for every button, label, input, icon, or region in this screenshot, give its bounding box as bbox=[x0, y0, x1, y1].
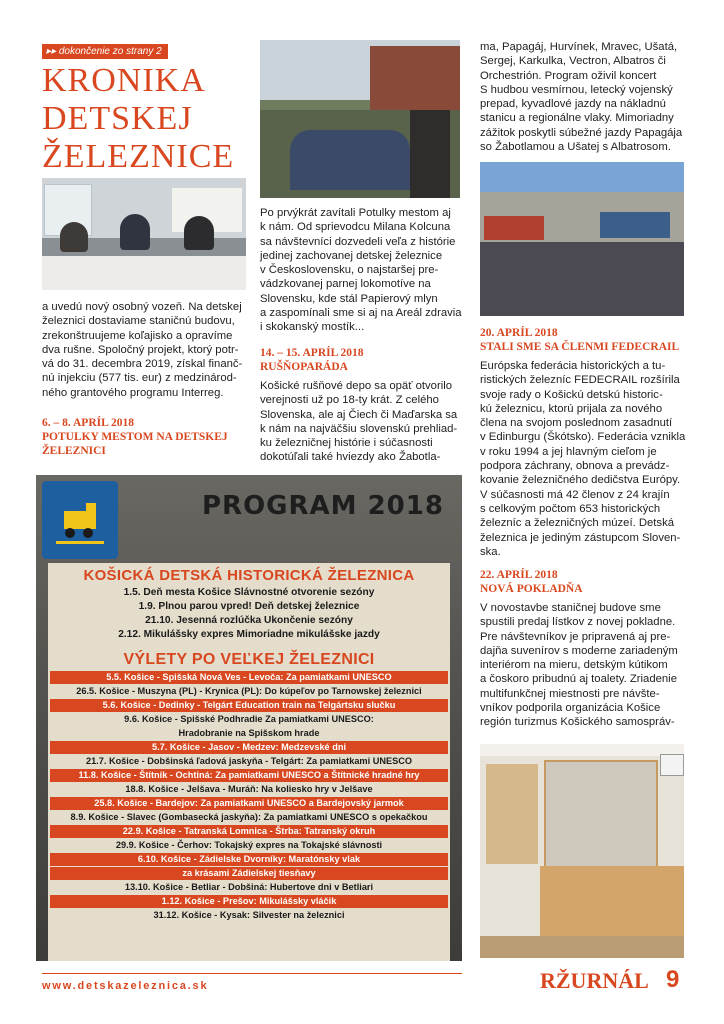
trip-row: 21.7. Košice - Dobšinská ľadová jaskyňa - Telgárt: Za pamiatkami UNESCO bbox=[85, 756, 413, 766]
text-line: Orchestrión. Program oživil koncert bbox=[480, 69, 657, 82]
railway-logo bbox=[42, 481, 118, 559]
trip-row: 22.9. Košice - Tatranská Lomnica - Štrba: Tatranský okruh bbox=[50, 825, 448, 838]
section-date: 14. – 15. APRÍL 2018 bbox=[260, 347, 364, 359]
text-line: nú injekciu (577 tis. eur) z medzinárod- bbox=[42, 372, 237, 385]
text-line: V novostavbe staničnej budove sme bbox=[480, 602, 661, 614]
continued-from-tab bbox=[42, 44, 168, 59]
trip-row: 5.7. Košice - Jasov - Medzev: Medzevské dni bbox=[50, 741, 448, 754]
section-heading: STALI SME SA ČLENMI FEDECRAIL bbox=[480, 341, 680, 353]
section-date: 22. APRÍL 2018 bbox=[480, 569, 558, 581]
text-line: zážitok poskytli súbežné jazdy Papagája bbox=[480, 126, 683, 139]
program-section-heading: KOŠICKÁ DETSKÁ HISTORICKÁ ŽELEZNICA bbox=[83, 567, 415, 584]
text-line: i skokanský mostík... bbox=[260, 321, 365, 334]
trip-row: 9.6. Košice - Spišské Podhradie Za pamiatkami UNESCO: bbox=[124, 714, 374, 724]
text-line: so Žabotlamou a Ušatej s Albatrosom. bbox=[480, 141, 671, 154]
train-logo-icon bbox=[42, 481, 118, 559]
text-line: verejnosti už po 18-ty krát. Z celého bbox=[260, 394, 439, 407]
text-line: vá do 31. decembra 2019, získal finanč- bbox=[42, 358, 243, 371]
text-line: Slovenska, ale aj Čiech či Maďarska sa bbox=[260, 408, 458, 421]
text-line: Európska federácia historických a tu- bbox=[480, 360, 666, 372]
text-line: spustili predaj lístkov z novej pokladne. bbox=[480, 616, 676, 629]
column-1-text bbox=[42, 300, 252, 400]
text-line: Po prvýkrát zavítali Potulky mestom aj bbox=[260, 207, 451, 219]
program-event: 1.5. Deň mesta Košice Slávnostné otvorenie sezóny bbox=[123, 587, 375, 598]
trip-row: 1.12. Košice - Prešov: Mikulášsky vláčik bbox=[50, 895, 448, 908]
title-line: ŽELEZNICE bbox=[42, 138, 235, 175]
text-line: ska. bbox=[480, 545, 501, 558]
text-line: s celkovým počtom 653 historických bbox=[480, 502, 661, 515]
section-rusnoparada bbox=[260, 346, 465, 465]
text-line: a zaspomínali sme si aj na Areál zdravia bbox=[260, 307, 462, 320]
trip-row: 26.5. Košice - Muszyna (PL) - Krynica (PL): Do kúpeľov po Tarnowskej železnici bbox=[76, 686, 422, 696]
trip-row: 11.8. Košice - Štítnik - Ochtiná: Za pamiatkami UNESCO a Štítnické hradné hry bbox=[50, 769, 448, 782]
trip-row: 18.8. Košice - Jelšava - Muráň: Na koliesko hry v Jelšave bbox=[125, 784, 373, 794]
section-heading: RUŠŇOPARÁDA bbox=[260, 361, 348, 373]
page-title bbox=[42, 62, 252, 176]
text-line: dva rušne. Spoločný projekt, ktorý potr- bbox=[42, 343, 239, 356]
trip-row: 25.8. Košice - Bardejov: Za pamiatkami UNESCO a Bardejovský jarmok bbox=[50, 797, 448, 810]
program-2018-panel bbox=[36, 475, 462, 961]
text-line: železnici dostaviame staničnú budovu, bbox=[42, 315, 235, 328]
trip-row: 29.9. Košice - Čerhov: Tokajský expres na Tokajské slávnosti bbox=[115, 840, 383, 850]
text-line: multifunkčnej miestnosti pre návšte- bbox=[480, 687, 660, 700]
page-number: 9 bbox=[666, 966, 680, 993]
text-line: podpora záchrany, obnova a prevádz- bbox=[480, 460, 670, 473]
text-line: ného grantového programu Interreg. bbox=[42, 386, 224, 399]
text-line: dokotúľali také hviezdy ako Žabotla- bbox=[260, 451, 441, 464]
text-line: k nám na najväčšiu slovenskú prehliad- bbox=[260, 422, 458, 435]
text-line: železníc a železničných múzeí. Detská bbox=[480, 517, 675, 530]
text-line: ku železničnej histórie i súčasnosti bbox=[260, 437, 433, 450]
text-line: kú železnicu, ktorú prijala za nového bbox=[480, 402, 663, 415]
text-line: vádzkovanej parnej lokomotíve na bbox=[260, 278, 431, 291]
text-line: a čoskoro pribudnú aj toalety. Zriadenie bbox=[480, 673, 677, 686]
text-line: prepad, kyvadlové jazdy na nákladnú bbox=[480, 98, 666, 111]
text-line: Košické rušňové depo sa opäť otvorilo bbox=[260, 380, 453, 392]
text-line: región turizmus Košického samospráv- bbox=[480, 716, 675, 729]
section-heading: POTULKY MESTOM NA DETSKEJ bbox=[42, 431, 228, 443]
program-event: 2.12. Mikulášsky expres Mimoriadne mikulášske jazdy bbox=[118, 629, 380, 640]
trip-row: 8.9. Košice - Slavec (Gombasecká jaskyňa): Za pamiatkami UNESCO s opekačkou bbox=[70, 812, 428, 822]
section-heading: NOVÁ POKLADŇA bbox=[480, 583, 583, 595]
double-chevron-icon: ▸▸ bbox=[46, 46, 59, 57]
program-section-heading: VÝLETY PO VEĽKEJ ŽELEZNICI bbox=[123, 651, 375, 668]
footer-divider bbox=[42, 973, 462, 974]
footer-website[interactable]: www.detskazeleznica.sk bbox=[42, 980, 209, 992]
text-line: v roku 1994 a jej hlavným cieľom je bbox=[480, 445, 657, 458]
section-fedecrail bbox=[480, 326, 690, 559]
trip-row: 13.10. Košice - Betliar - Dobšiná: Hubertove dni v Betliari bbox=[124, 882, 374, 892]
trip-row: 31.12. Košice - Kysak: Silvester na železnici bbox=[153, 910, 345, 920]
text-line: V súčasnosti má 42 členov z 24 krajín bbox=[480, 488, 670, 501]
section-heading: ŽELEZNICI bbox=[42, 445, 106, 457]
title-line: DETSKEJ bbox=[42, 100, 193, 137]
text-line: železnica je jediným zástupcom Sloven- bbox=[480, 531, 681, 544]
section-date: 20. APRÍL 2018 bbox=[480, 327, 558, 339]
text-line: stanicu a regionálne vlaky. Mimoriadny bbox=[480, 112, 674, 125]
section-pokladna bbox=[480, 568, 690, 730]
magazine-logo: RŽURNÁL bbox=[540, 968, 649, 993]
text-line: v Československu, o najstaršej pre- bbox=[260, 264, 439, 277]
text-line: zrekonštruujeme koľajisko a opravíme bbox=[42, 329, 233, 342]
trip-row: 6.10. Košice - Zádielske Dvorníky: Maratónsky vlak bbox=[50, 853, 448, 866]
trip-row: 5.5. Košice - Spišská Nová Ves - Levoča: Za pamiatkami UNESCO bbox=[50, 671, 448, 684]
text-line: ma, Papagáj, Hurvínek, Mravec, Ušatá, bbox=[480, 41, 678, 53]
station-crowd-photo bbox=[260, 40, 460, 198]
text-line: S hudbou vesmírnou, letecký vojenský bbox=[480, 83, 673, 96]
section-date: 6. – 8. APRÍL 2018 bbox=[42, 417, 135, 429]
text-line: Pre návštevníkov je pripravená aj pre- bbox=[480, 630, 671, 643]
program-event: 21.10. Jesenná rozlúčka Ukončenie sezóny bbox=[145, 615, 353, 626]
text-line: Slovensku, kde stál Papierový mlyn bbox=[260, 292, 438, 305]
text-line: interiérom na mieru, detským kútikom bbox=[480, 659, 668, 672]
text-line: kovanie železničného dedičstva Európy. bbox=[480, 474, 681, 487]
text-line: svoje rady o Košickú detskú historic- bbox=[480, 388, 663, 401]
text-line: k nám. Od sprievodcu Milana Kolcuna bbox=[260, 221, 451, 234]
text-line: a uvedú nový osobný vozeň. Na detskej bbox=[42, 301, 242, 313]
section-potulky bbox=[42, 416, 262, 458]
ticket-office-photo bbox=[480, 744, 684, 958]
continued-label: dokončenie zo strany 2 bbox=[58, 46, 162, 57]
text-line: ristických železníc FEDECRAIL rozšírila bbox=[480, 374, 680, 387]
trip-row: Hradobranie na Spišskom hrade bbox=[178, 728, 320, 738]
text-line: v Edinburgu (Škótsko). Federácia vznikla bbox=[480, 431, 686, 444]
press-conference-photo bbox=[42, 178, 246, 290]
trip-row: 5.6. Košice - Dedinky - Telgárt Education train na Telgártsku slučku bbox=[50, 699, 448, 712]
title-line: KRONIKA bbox=[42, 62, 206, 99]
depot-parade-photo bbox=[480, 162, 684, 316]
text-line: vníkov podporila organizácia Košice bbox=[480, 702, 661, 715]
trip-row: za krásami Zádielskej tiesňavy bbox=[50, 867, 448, 880]
program-title: PROGRAM 2018 bbox=[202, 491, 444, 521]
text-line: jedinej zachovanej detskej železnice bbox=[260, 249, 443, 262]
text-line: člena na svojom poslednom zasadnutí bbox=[480, 417, 673, 430]
text-line: dajňa suvenírov s moderne zariadeným bbox=[480, 644, 678, 657]
program-event: 1.9. Plnou parou vpred! Deň detskej železnice bbox=[138, 601, 360, 612]
column-2-text bbox=[260, 206, 465, 335]
text-line: sa návštevníci dozvedeli veľa z histórie bbox=[260, 235, 456, 248]
column-3-top-text bbox=[480, 40, 685, 154]
text-line: Sergej, Karkulka, Vectron, Albatros či bbox=[480, 55, 666, 68]
